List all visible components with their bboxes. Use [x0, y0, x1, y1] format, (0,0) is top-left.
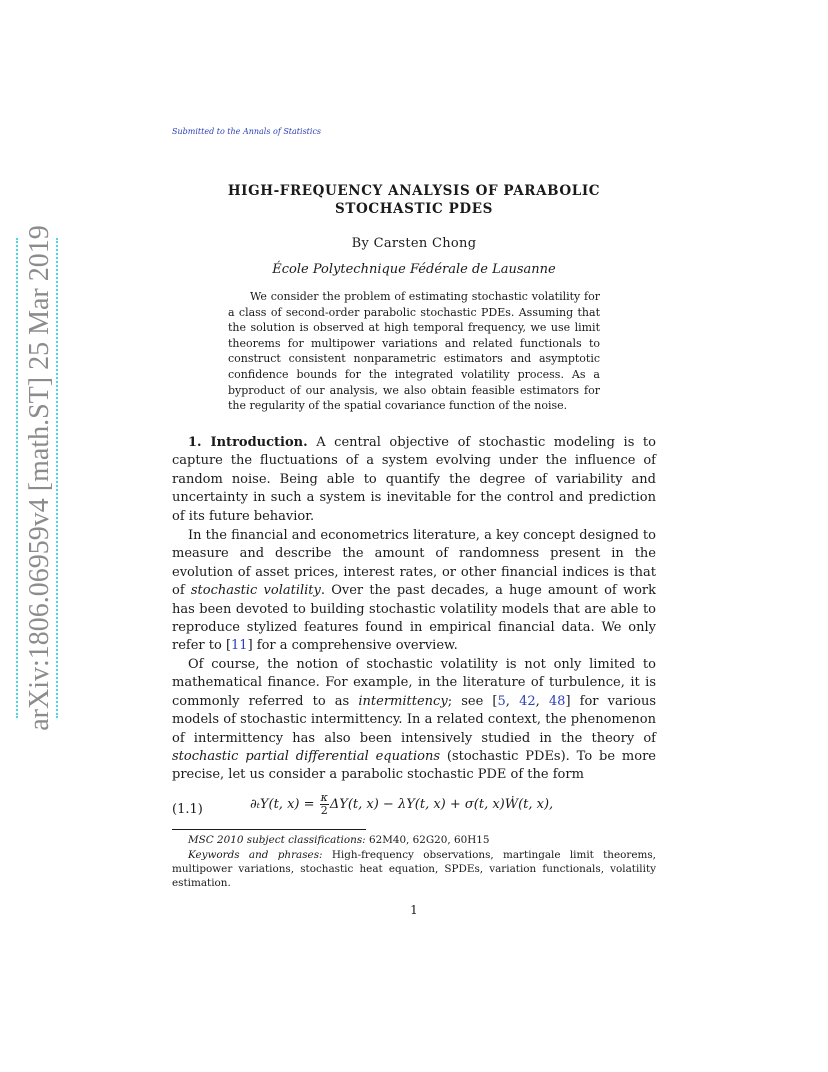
arxiv-stamp: [6, 225, 74, 731]
affiliation: École Polytechnique Fédérale de Lausanne: [272, 262, 556, 277]
citation-link[interactable]: 48: [548, 693, 566, 709]
p3-text-c: ] for various models of stochastic intermittency. In a related context, the phenomenon of intermittency has also been intensively studied in the theory of: [172, 693, 656, 746]
p2-emphasis: stochastic volatility: [190, 583, 321, 599]
p2-text-c: ] for a comprehensive overview.: [247, 638, 458, 654]
p3-emphasis-2: stochastic partial differential equations: [172, 749, 440, 765]
journal-note[interactable]: Submitted to the Annals of Statistics: [172, 127, 322, 136]
msc-value: 62M40, 62G20, 60H15: [368, 834, 490, 846]
citation-link[interactable]: 11: [231, 638, 248, 654]
footnote-keywords: [172, 848, 656, 891]
footnote-rule: [172, 829, 366, 830]
intro-paragraph-2: [172, 527, 656, 656]
fraction-denominator: 2: [320, 804, 328, 817]
title-line-1: HIGH-FREQUENCY ANALYSIS OF PARABOLIC: [227, 183, 601, 199]
arxiv-identifier[interactable]: arXiv:1806.06959v4 [math.ST] 25 Mar 2019: [24, 225, 55, 731]
abstract: We consider the problem of estimating stochastic volatility for a class of second-order parabolic stochastic PDEs. Assuming that the solution is observed at high temporal frequency, we use limit theorems for multipower variations and related functionals to construct consistent nonparametric estimators and asymptotic confidence bounds for the integrated volatility process. As a byproduct of our analysis, we also obtain feasible estimators for the regularity of the spatial covariance function of the noise.: [228, 290, 600, 413]
footnote-msc: [172, 833, 656, 847]
equation-number: (1.1): [172, 802, 203, 817]
equation-rhs: ΔY(t, x) − λY(t, x) + σ(t, x)Ẇ(t, x),: [329, 797, 554, 812]
keywords-label: Keywords and phrases:: [188, 849, 323, 861]
p2-text-b: . Over the past decades, a huge amount of work has been devoted to building stochastic volatility models that are able to reproduce stylized features found in empirical financial data. We only refer to [: [172, 583, 656, 654]
paper-title: [0, 182, 828, 218]
title-line-2: STOCHASTIC PDES: [335, 201, 493, 217]
p2-text-a: In the financial and econometrics literature, a key concept designed to measure and describe the amount of randomness present in the evolution of asset prices, interest rates, or other financial indices is that of: [172, 528, 656, 599]
intro-paragraph-3: [172, 656, 656, 785]
intro-paragraph-1: [172, 434, 656, 526]
p3-emphasis-1: intermittency: [358, 693, 448, 709]
equation-fraction: [320, 792, 329, 817]
fraction-numerator: κ: [320, 791, 328, 804]
page-number: 1: [410, 903, 418, 917]
citation-separator: ,: [505, 693, 520, 709]
citation-separator: ,: [535, 693, 549, 709]
section-heading: 1. Introduction.: [188, 435, 308, 450]
citation-link[interactable]: 5: [497, 693, 506, 709]
p3-text-a: Of course, the notion of stochastic volatility is not only limited to mathematical finance. For example, in the literature of turbulence, it is commonly referred to as: [172, 657, 656, 709]
stamp-border-right: [56, 238, 58, 718]
p3-text-b: ; see [: [447, 693, 498, 709]
msc-label: MSC 2010 subject classifications:: [188, 834, 366, 846]
equation-lhs: ∂ₜY(t, x) =: [250, 797, 315, 812]
citation-link[interactable]: 42: [519, 693, 536, 709]
equation-body: [250, 792, 553, 817]
author-line: By Carsten Chong: [351, 236, 477, 251]
intro-p1-text: A central objective of stochastic modeling is to capture the fluctuations of a system evolving under the influence of random noise. Being able to quantify the degree of variability and uncertainty in such a system is inevitable for the control and prediction of its future behavior.: [172, 435, 656, 524]
stamp-border-left: [16, 238, 18, 718]
p3-text-d: (stochastic PDEs). To be more precise, let us consider a parabolic stochastic PDE of the form: [172, 749, 656, 783]
keywords-value: High-frequency observations, martingale limit theorems, multipower variations, stochastic heat equation, SPDEs, variation functionals, volatility estimation.: [172, 849, 656, 890]
equation-1-1: [172, 791, 656, 828]
